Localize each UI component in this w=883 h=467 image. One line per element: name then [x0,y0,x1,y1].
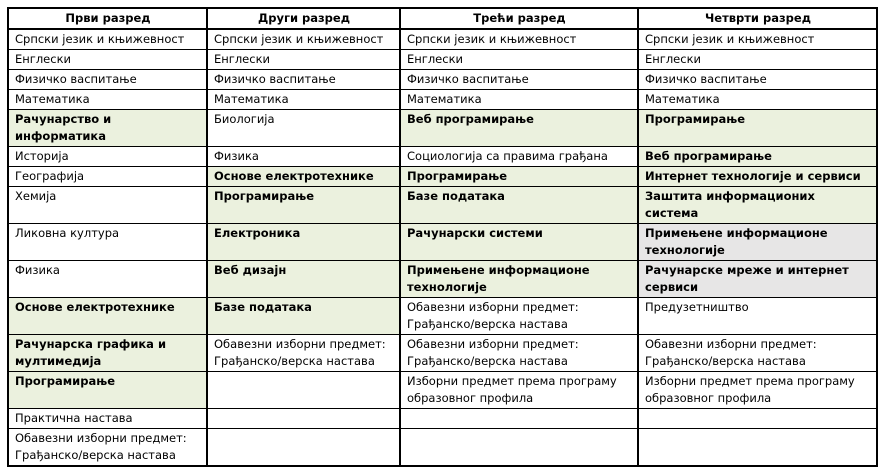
subject-cell-fourth-grade [638,429,877,467]
subject-cell-third-grade: Обавезни изборни предмет: Грађанско/верска настава [400,298,638,335]
header-fourth-grade: Четврти разред [638,8,877,29]
header-second-grade: Други разред [207,8,400,29]
subject-cell-fourth-grade: Српски језик и књижевност [638,29,877,50]
table-row [8,261,877,298]
table-row [8,429,877,467]
subject-cell-first-grade: Практична настава [8,409,207,429]
table-row [8,167,877,187]
table-row [8,298,877,335]
subject-cell-first-grade: Рачунарска графика и мултимедија [8,335,207,372]
subject-cell-third-grade: Програмирање [400,167,638,187]
table-row [8,187,877,224]
subject-cell-third-grade: Физичко васпитање [400,70,638,90]
subject-cell-third-grade: Српски језик и књижевност [400,29,638,50]
table-row [8,70,877,90]
subject-cell-first-grade: Хемија [8,187,207,224]
subject-cell-second-grade: Основе електротехнике [207,167,400,187]
subject-cell-third-grade: Енглески [400,50,638,70]
header-row [8,8,877,29]
subject-cell-fourth-grade: Програмирање [638,110,877,147]
subject-cell-fourth-grade: Математика [638,90,877,110]
subject-cell-first-grade: Основе електротехнике [8,298,207,335]
table-row [8,110,877,147]
header-third-grade: Трећи разред [400,8,638,29]
subject-cell-first-grade: Ликовна култура [8,224,207,261]
table-row [8,224,877,261]
subject-cell-second-grade [207,372,400,409]
table-row [8,29,877,50]
table-row [8,90,877,110]
subject-cell-first-grade: Програмирање [8,372,207,409]
subject-cell-third-grade: Математика [400,90,638,110]
table-row [8,147,877,167]
subject-cell-second-grade [207,409,400,429]
subject-cell-fourth-grade: Физичко васпитање [638,70,877,90]
subject-cell-fourth-grade: Енглески [638,50,877,70]
subject-cell-third-grade: Изборни предмет према програму образовног профила [400,372,638,409]
subject-cell-first-grade: Математика [8,90,207,110]
subject-cell-fourth-grade [638,409,877,429]
subject-cell-fourth-grade: Обавезни изборни предмет: Грађанско/верска настава [638,335,877,372]
subject-cell-first-grade: Географија [8,167,207,187]
table-row [8,335,877,372]
table-row [8,372,877,409]
subject-cell-third-grade: Примењене информационе технологије [400,261,638,298]
subject-cell-second-grade: Обавезни изборни предмет: Грађанско/верска настава [207,335,400,372]
curriculum-table-container [7,7,878,467]
subject-cell-second-grade: Веб дизајн [207,261,400,298]
subject-cell-first-grade: Рачунарство и информатика [8,110,207,147]
subject-cell-third-grade: Социологија са правима грађана [400,147,638,167]
table-row [8,409,877,429]
table-row [8,50,877,70]
subject-cell-second-grade: Физичко васпитање [207,70,400,90]
subject-cell-second-grade: Програмирање [207,187,400,224]
subject-cell-first-grade: Енглески [8,50,207,70]
subject-cell-second-grade: Српски језик и књижевност [207,29,400,50]
subject-cell-third-grade: Рачунарски системи [400,224,638,261]
header-first-grade: Први разред [8,8,207,29]
subject-cell-first-grade: Физичко васпитање [8,70,207,90]
subject-cell-fourth-grade: Заштита информационих система [638,187,877,224]
subject-cell-second-grade: Биологија [207,110,400,147]
subject-cell-first-grade: Обавезни изборни предмет: Грађанско/верска настава [8,429,207,467]
subject-cell-second-grade: Електроника [207,224,400,261]
subject-cell-third-grade [400,429,638,467]
subject-cell-third-grade: Веб програмирање [400,110,638,147]
subject-cell-fourth-grade: Примењене информационе технологије [638,224,877,261]
subject-cell-fourth-grade: Предузетништво [638,298,877,335]
subject-cell-first-grade: Српски језик и књижевност [8,29,207,50]
subject-cell-fourth-grade: Веб програмирање [638,147,877,167]
curriculum-table [7,7,878,467]
subject-cell-first-grade: Физика [8,261,207,298]
subject-cell-fourth-grade: Изборни предмет према програму образовног профила [638,372,877,409]
subject-cell-fourth-grade: Интернет технологије и сервиси [638,167,877,187]
subject-cell-second-grade: Математика [207,90,400,110]
subject-cell-first-grade: Историја [8,147,207,167]
subject-cell-third-grade: Базе података [400,187,638,224]
subject-cell-second-grade: Базе података [207,298,400,335]
subject-cell-second-grade [207,429,400,467]
subject-cell-third-grade [400,409,638,429]
subject-cell-second-grade: Физика [207,147,400,167]
table-body [8,29,877,466]
subject-cell-second-grade: Енглески [207,50,400,70]
subject-cell-third-grade: Обавезни изборни предмет: Грађанско/верска настава [400,335,638,372]
subject-cell-fourth-grade: Рачунарске мреже и интернет сервиси [638,261,877,298]
